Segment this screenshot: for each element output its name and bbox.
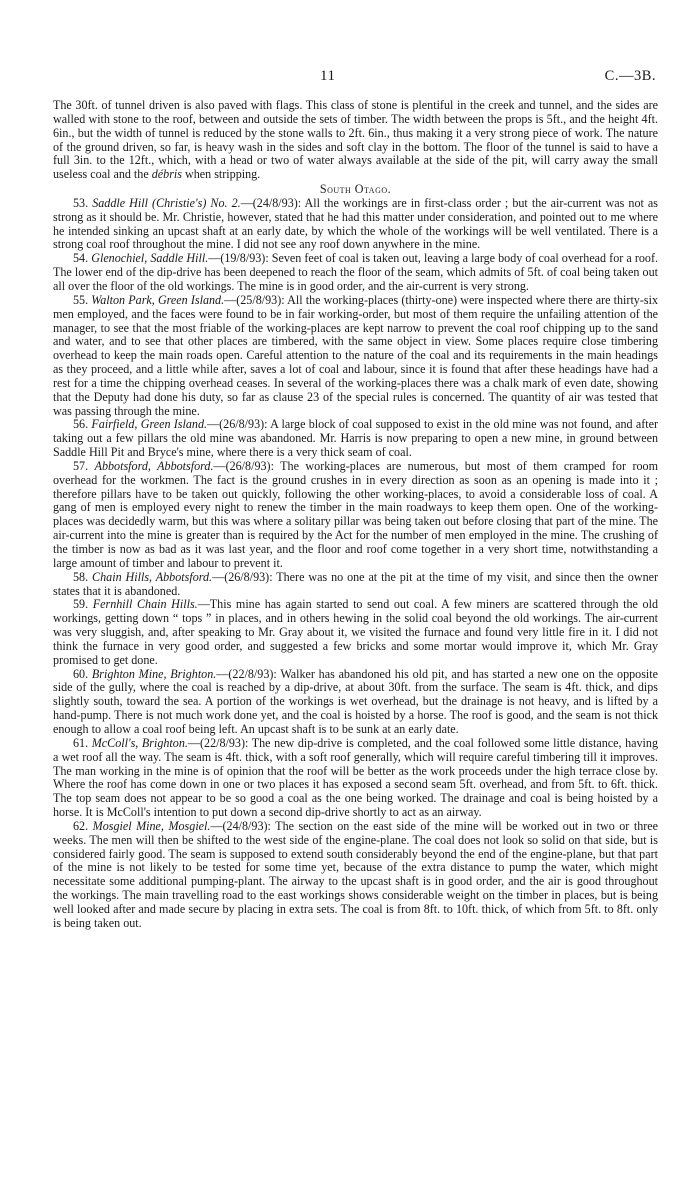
entry-paragraph bbox=[53, 668, 658, 737]
entry-date: —(22/8/93) bbox=[216, 666, 274, 681]
entry-place: Glenochiel, Saddle Hill. bbox=[91, 251, 209, 266]
entry-date: —(19/8/93) bbox=[208, 251, 266, 266]
entry-date: —(22/8/93) bbox=[187, 735, 246, 750]
section-heading: South Otago. bbox=[319, 182, 392, 197]
entry-text: : A large block of coal supposed to exist in the old mine was not found, and after taking out a few pillars the old mine was abandoned. Mr. Harris is now preparing to open a new mine, in ground between Saddle Hill Pit and Bryce's mine, where there is a very thick seam of coal. bbox=[53, 417, 658, 460]
entry-number: 53. bbox=[73, 195, 89, 210]
entry-text: : There was no one at the pit at the time of my visit, and since then the owner states that it is abandoned. bbox=[53, 569, 659, 598]
entry-place: Saddle Hill (Christie's) No. 2. bbox=[92, 195, 241, 210]
entry-place: McColl's, Brighton. bbox=[91, 735, 188, 750]
entry-paragraph bbox=[53, 737, 658, 820]
entry-place: Brighton Mine, Brighton. bbox=[91, 666, 217, 681]
entry-number: 61. bbox=[73, 735, 89, 750]
entry-place: Mosgiel Mine, Mosgiel. bbox=[92, 818, 211, 833]
entry-place: Fernhill Chain Hills. bbox=[92, 597, 198, 612]
intro-text-end: when stripping. bbox=[181, 167, 261, 182]
entry-text: : All the workings are in first-class order ; but the air-current was not as strong as it should be. Mr. Christie, however, stated that he had this matter under consideration, and pointed out to me where he intended sinking an upcast shaft at an early date, by which the whole of the workings will be well ventilated. There is a strong coal roof throughout the mine. I did not see any roof down anywhere in the mine. bbox=[53, 195, 658, 252]
entry-text: : Seven feet of coal is taken out, leaving a large body of coal overhead for a roof. The lower end of the dip-drive has been deepened to reach the floor of the seam, which admits of 5ft. of coal being taken out all over the floor of the old workings. The mine is in good order, and the air-current is very strong. bbox=[53, 251, 658, 293]
entry-number: 60. bbox=[73, 666, 89, 681]
entry-text: : Walker has abandoned his old pit, and has started a new one on the opposite side of the gully, where the coal is reached by a dip-drive, at about 30ft. from the surface. The seam is 4ft. thick, and dips slightly south, toward the sea. A portion of the workings is wet overhead, but the drainage is not heavy, and is lifted by a hand-pump. There is not much work done yet, and the coal is hoisted by a horse. The roof is good, and the seam is not thick enough to allow a coal roof being left. An upcast shaft is to be sunk at an early date. bbox=[53, 666, 659, 736]
entry-date: —(26/8/93) bbox=[207, 417, 265, 432]
entry-number: 57. bbox=[73, 458, 89, 473]
intro-text: The 30ft. of tunnel driven is also paved with flags. This class of stone is plentiful in the creek and tunnel, and the sides are walled with stone to the roof, between and outside the sets of timber. The width between the props is 5ft., and the height 4ft. 6in., but the width of tunnel is reduced by the stone walls to 2ft. 6in., thus making it a very strong piece of work. The nature of the ground driven, so far, is heavy wash in the sides and soft clay in the bottom. The floor of the tunnel is said to have a full 3in. to the 12ft., which, with a head or two of water always available at the side of the pit, will carry away the small useless coal and the bbox=[53, 98, 658, 182]
entry-paragraph bbox=[53, 571, 658, 599]
page-reference: C.—3B. bbox=[604, 68, 656, 84]
entry-text: : The working-places are numerous, but most of them cramped for room overhead for the workmen. The fact is the ground crushes in in every direction as soon as an opening is made into it ; therefore pillars have to be taken out quickly, following the other working-places, to avoid a considerable loss of coal. A gang of men is employed every night to renew the timber in the main roadways to keep them open. One of the working-places was decidedly warm, but this was where a solitary pillar was being taken out before closing that part of the mine. The air-current into the mine is greater than is required by the Act for the number of men employed in the mine. The crushing of the timber is now as bad as it was last year, and the floor and roof come together in a very short time, notwithstanding a large amount of timber and labour to prevent it. bbox=[53, 458, 658, 570]
entry-date: — bbox=[197, 597, 210, 612]
entry-number: 62. bbox=[73, 818, 89, 833]
entry-paragraph bbox=[53, 598, 658, 667]
entry-place: Abbotsford, Abbotsford. bbox=[94, 458, 214, 473]
entry-date: —(26/8/93) bbox=[212, 569, 270, 584]
entry-place: Chain Hills, Abbotsford. bbox=[92, 569, 213, 584]
entry-date: —(25/8/93) bbox=[224, 292, 282, 307]
body-text bbox=[53, 99, 658, 931]
entries-list bbox=[53, 197, 658, 931]
entry-number: 54. bbox=[73, 251, 89, 266]
entry-date: —(24/8/93) bbox=[240, 195, 298, 210]
entry-paragraph bbox=[53, 820, 658, 931]
entry-paragraph bbox=[53, 294, 658, 419]
entry-place: Walton Park, Green Island. bbox=[91, 292, 225, 307]
entry-paragraph bbox=[53, 418, 658, 460]
entry-text: : The section on the east side of the mine will be worked out in two or three weeks. The men will then be shifted to the west side of the engine-plane. The coal does not look so solid on that side, but is considered fairly good. The seam is supposed to extend south considerably beyond the end of the engine-plane, but that part of the mine is not likely to be tested for some time yet, because of the extra distance to pump the water, which might necessitate some additional pumping-plant. The airway to the upcast shaft is in good order, and the air is good throughout the workings. The main travelling road to the east workings shows considerable weight on the timber in places, but is being well looked after and made secure by placing in extra sets. The coal is from 8ft. to 10ft. thick, of which from 5ft. to 8ft. only is being taken out. bbox=[53, 818, 658, 930]
entry-text: : The new dip-drive is completed, and the coal followed some little distance, having a wet roof all the way. The seam is 4ft. thick, with a soft roof generally, which will require careful timbering till it improves. The man working in the mine is of opinion that the roof will be better as the work proceeds under the high terrace close by. Where the roof has come down in one or two places it has exposed a second seam 5ft. overhead, and from 5ft. to 6ft. thick. The top seam does not appear to be so good a coal as the one being worked. The drainage and coal is being hoisted by a horse. It is McColl's intention to put down a second dip-drive shortly to act as an airway. bbox=[53, 735, 658, 820]
entry-number: 58. bbox=[73, 569, 89, 584]
page-number: 11 bbox=[320, 68, 336, 84]
entry-date: —(24/8/93) bbox=[210, 818, 268, 833]
intro-paragraph bbox=[53, 99, 658, 182]
entry-text: This mine has again started to send out coal. A few miners are scattered through the old workings, getting down “ tops ” in places, and in others hewing in the solid coal beyond the old workings. The air-current was very sluggish, and, after speaking to Mr. Gray about it, we visited the furnace and found very little fire in it. I did not think the furnace in very good order, and suggested a few bricks and some mortar would improve it, which Mr. Gray promised to get done. bbox=[53, 597, 658, 667]
entry-number: 56. bbox=[73, 417, 89, 432]
entry-paragraph bbox=[53, 197, 658, 252]
entry-text: : All the working-places (thirty-one) were inspected where there are thirty-six men employed, and the faces were found to be in fair working-order, but most of them require the unfailing attention of the manager, to see that the most friable of the working-places are kept narrow to prevent the coal roof chipping up to the sand and water, and to see that other places are timbered, with the same object in view. Some places require close timbering overhead to keep the main roads open. Careful attention to the nature of the coal and its requirements in the main headings as they proceed, and a little while after, saves a lot of coal and labour, since it is found that after these headings have had a rest for a time the chipping overhead ceases. In several of the working-places there was a chalk mark of even date, showing that the Deputy had done his duty, so far as clause 23 of the special rules is concerned. The quantity of air was tested that was passing through the mine. bbox=[53, 292, 658, 418]
entry-paragraph bbox=[53, 460, 658, 571]
intro-italic-term: débris bbox=[151, 167, 182, 182]
entry-number: 59. bbox=[73, 597, 89, 612]
entry-place: Fairfield, Green Island. bbox=[91, 417, 208, 432]
entry-paragraph bbox=[53, 252, 658, 294]
entry-date: —(26/8/93) bbox=[213, 458, 271, 473]
entry-number: 55. bbox=[73, 292, 89, 307]
